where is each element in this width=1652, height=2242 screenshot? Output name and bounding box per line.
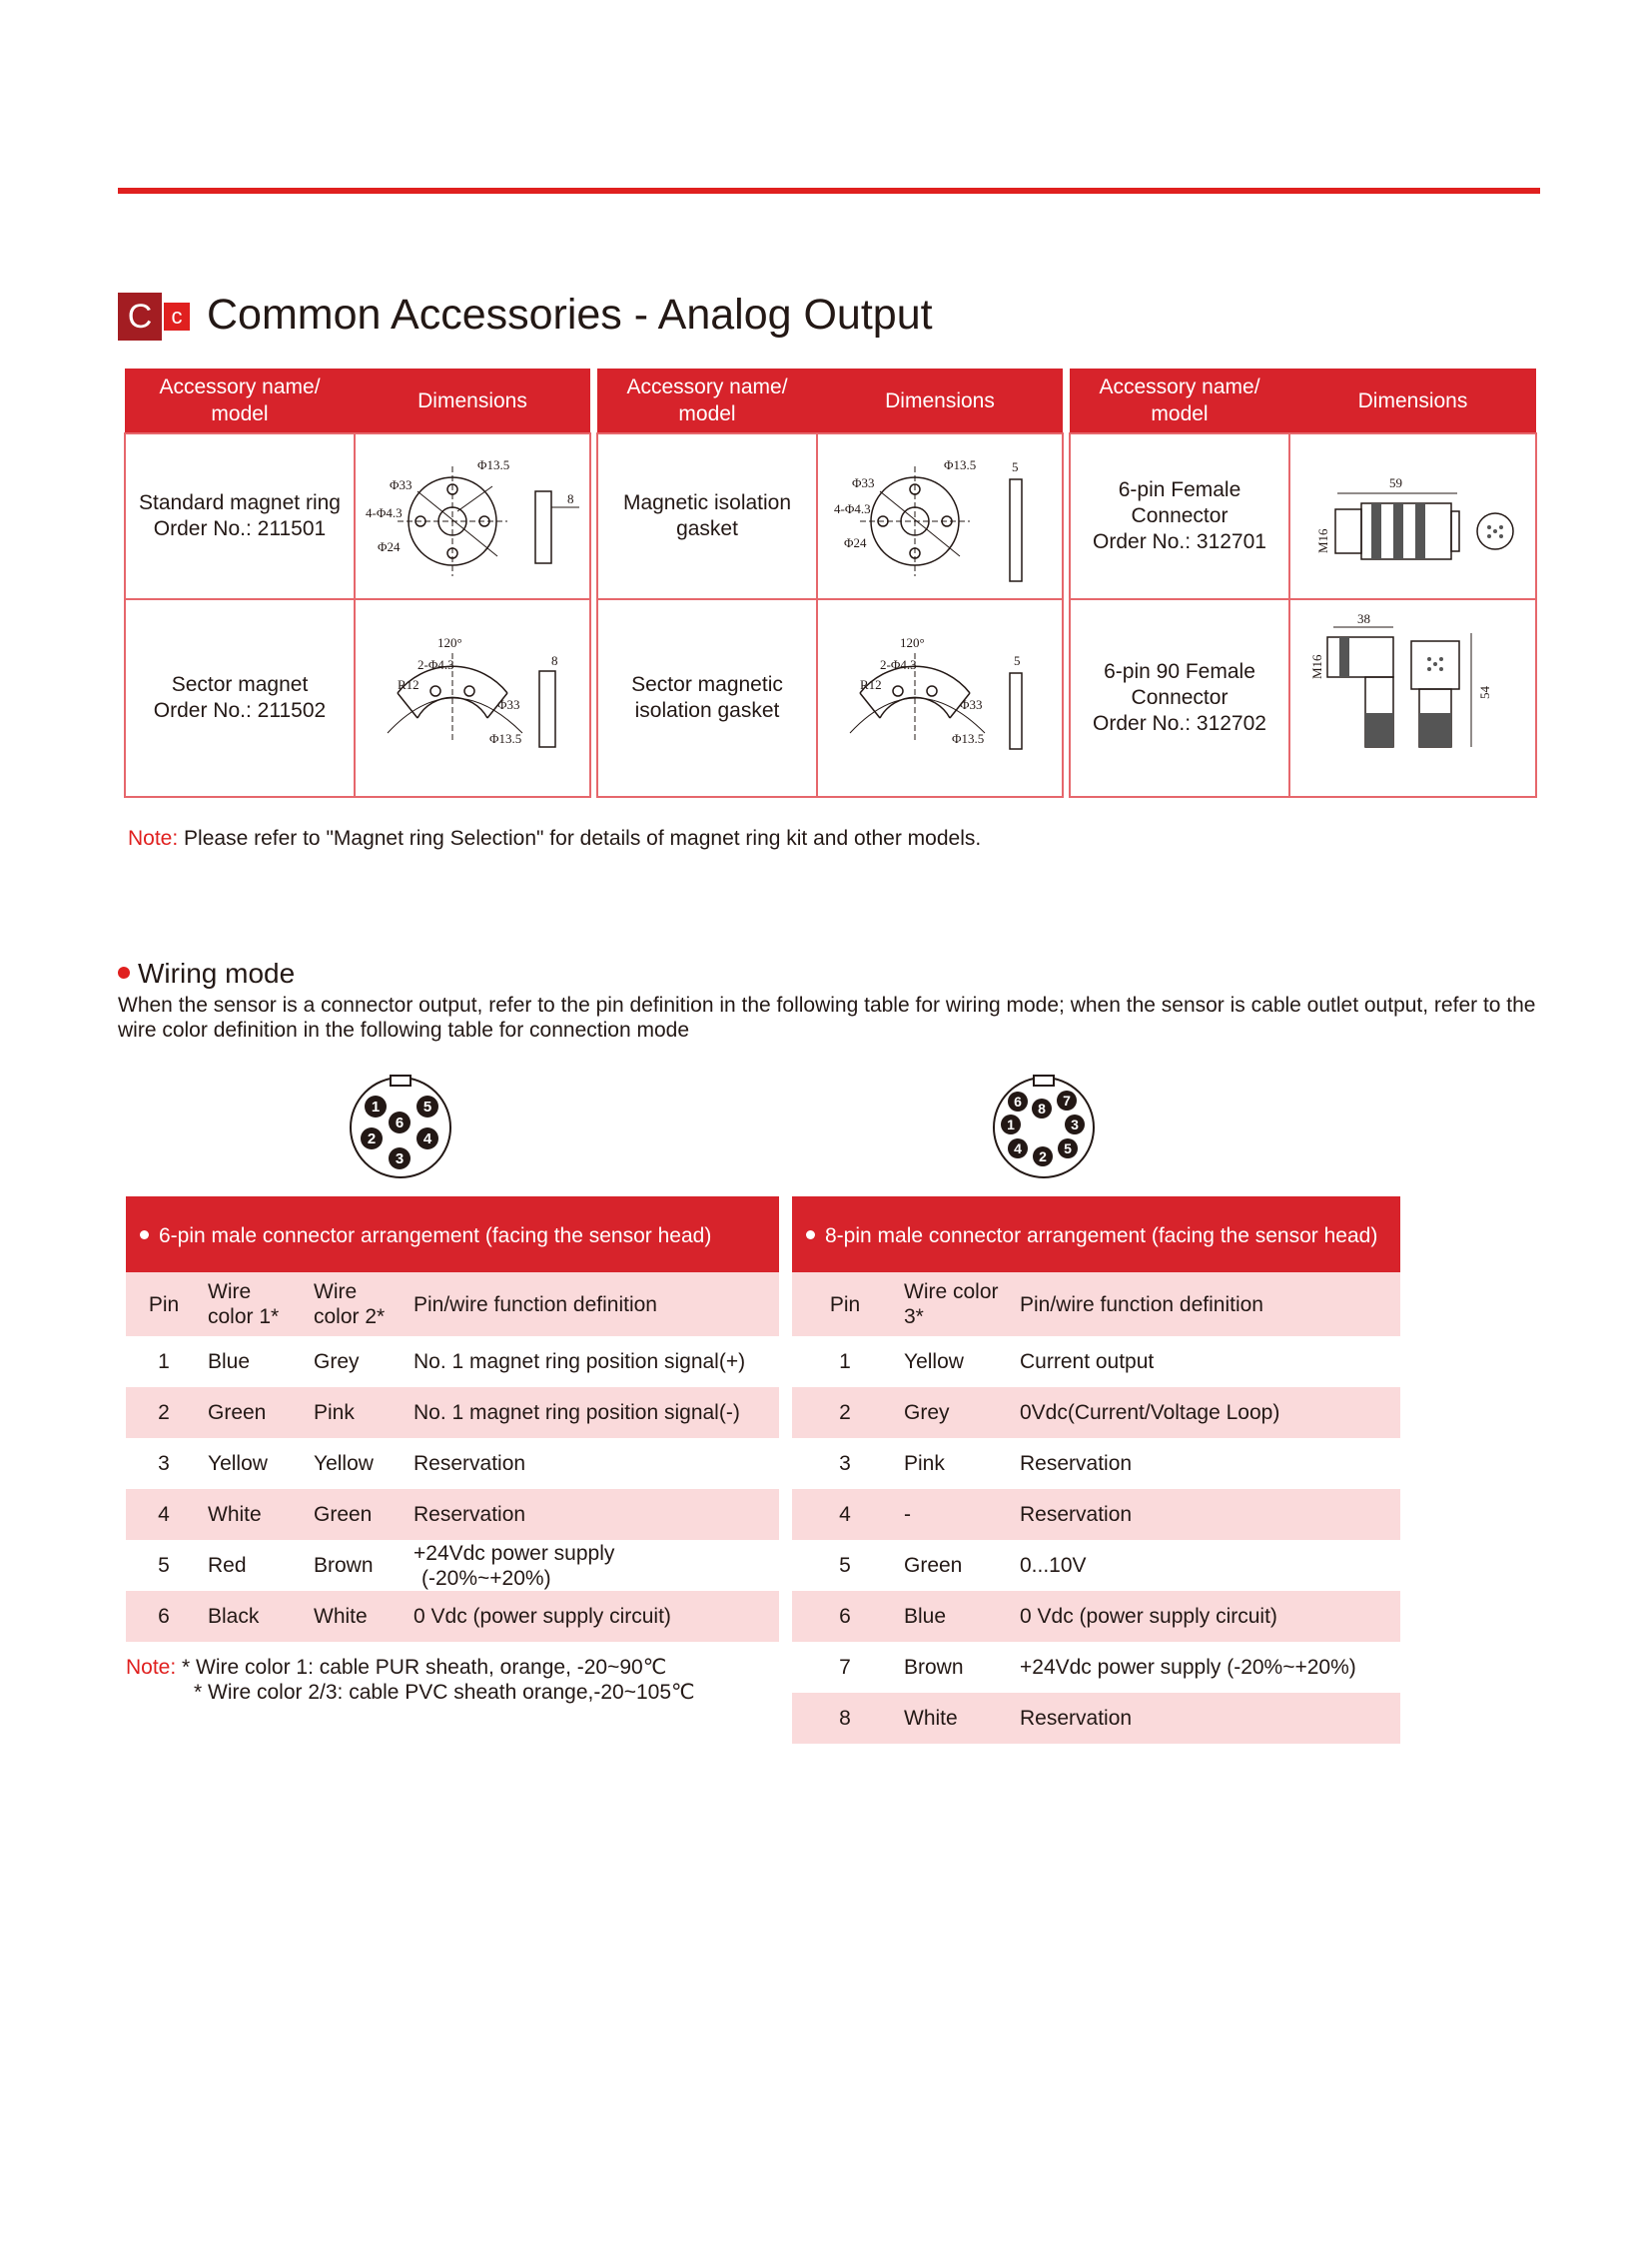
- label-2phi4-3: 2-Φ4.3: [417, 657, 454, 672]
- table-row: [126, 1438, 779, 1489]
- cell-def: +24Vdc power supply (-20%~+20%): [1020, 1656, 1356, 1679]
- logo-letter-2: c: [164, 303, 190, 331]
- bullet-icon: [806, 1230, 815, 1239]
- accessory-order: Order No.: 312702: [1093, 712, 1266, 735]
- cell-pin: 2: [126, 1387, 202, 1438]
- pin-number: 8: [1038, 1101, 1046, 1117]
- pin-number: 6: [395, 1115, 405, 1131]
- cell-pin: 1: [839, 1350, 851, 1373]
- accessory-table-3: [1069, 369, 1537, 798]
- label-thickness: 5: [1012, 459, 1019, 474]
- cell-pin: 1: [158, 1350, 170, 1373]
- cell-pin: 3: [839, 1452, 851, 1475]
- accessory-order: Order No.: 211501: [153, 517, 327, 540]
- table-row: [126, 1336, 779, 1387]
- cell-wire3: Yellow: [904, 1350, 964, 1373]
- dimension-cell: [817, 433, 1063, 599]
- label-r12: R12: [398, 677, 419, 692]
- accessory-name: 6-pin 90 Female: [1104, 660, 1255, 683]
- col-header-dimensions: Dimensions: [355, 369, 590, 433]
- label-angle: 120°: [900, 635, 925, 650]
- accessory-note: [128, 825, 981, 853]
- col-definition: Pin/wire function definition: [1014, 1272, 1400, 1336]
- magnet-ring-drawing: [358, 441, 587, 591]
- accessory-name-line2: Connector: [1131, 504, 1229, 527]
- label-width: 38: [1356, 613, 1370, 626]
- col-header-name: Accessory name/ model: [125, 369, 355, 433]
- six-pin-connector-diagram: [348, 1075, 453, 1180]
- cell-pin: 4: [126, 1489, 202, 1540]
- pin-number: 3: [1071, 1117, 1079, 1132]
- table-row: [792, 1693, 1400, 1744]
- pin-number: 3: [395, 1150, 405, 1167]
- cell-wire3: -: [898, 1489, 1014, 1540]
- note-text: Please refer to "Magnet ring Selection" for details of magnet ring kit and other models.: [178, 827, 982, 850]
- label-phi24: Φ24: [844, 535, 867, 550]
- table-row: [792, 1387, 1400, 1438]
- pin-number: 5: [1064, 1140, 1072, 1156]
- cell-def: 0 Vdc (power supply circuit): [408, 1591, 779, 1642]
- page-title: Common Accessories - Analog Output: [207, 291, 933, 339]
- accessory-cell: [597, 599, 817, 797]
- label-thread: M16: [1308, 654, 1324, 679]
- table-row: [126, 1591, 779, 1642]
- cell-pin: 7: [839, 1656, 851, 1679]
- bullet-icon: [140, 1230, 149, 1239]
- wiring-description: When the sensor is a connector output, refer to the pin definition in the following table for wiring mode; when the sensor is cable outlet output, refer to the wire color definition in the following table for connection mode: [118, 994, 1536, 1042]
- cell-def: Reservation: [1020, 1452, 1133, 1475]
- eight-pin-table: [792, 1196, 1400, 1744]
- label-2phi4-3: 2-Φ4.3: [880, 657, 917, 672]
- cell-pin: 6: [126, 1591, 202, 1642]
- accessory-cell: [125, 433, 355, 599]
- cell-wire1: Red: [208, 1554, 247, 1577]
- label-phi13-5: Φ13.5: [477, 457, 510, 472]
- cell-def-line2: (-20%~+20%): [421, 1566, 551, 1590]
- cell-pin: 5: [839, 1554, 851, 1577]
- note-line-1: * Wire color 1: cable PUR sheath, orange, -20~90℃: [182, 1656, 667, 1679]
- cell-wire1: Green: [202, 1387, 308, 1438]
- table-title: [792, 1196, 1400, 1272]
- col-definition: Pin/wire function definition: [408, 1272, 779, 1336]
- cell-def: 0 Vdc (power supply circuit): [1014, 1591, 1400, 1642]
- accessory-cell: [1070, 599, 1289, 797]
- col-pin: Pin: [792, 1272, 898, 1336]
- label-height: 54: [1476, 686, 1492, 699]
- col-wire-color-2: Wire color 2*: [308, 1272, 408, 1336]
- note-line-2: * Wire color 2/3: cable PVC sheath orange,-20~105℃: [194, 1681, 695, 1704]
- label-phi4-3: 4-Φ4.3: [366, 505, 403, 520]
- cell-wire1: White: [202, 1489, 308, 1540]
- accessory-cell: [125, 599, 355, 797]
- table-title-text: 8-pin male connector arrangement (facing the sensor head): [825, 1223, 1378, 1247]
- cell-def: No. 1 magnet ring position signal(+): [413, 1350, 746, 1373]
- dimension-cell: [817, 599, 1063, 797]
- accessory-table-1: [124, 369, 591, 798]
- cell-wire1: Blue: [208, 1350, 251, 1373]
- cell-pin: 5: [158, 1554, 170, 1577]
- accessory-name-line2: gasket: [676, 517, 738, 540]
- label-r12: R12: [860, 677, 882, 692]
- top-rule: [118, 188, 1540, 194]
- accessory-cell: [597, 433, 817, 599]
- sector-magnet-drawing: [358, 633, 587, 763]
- table-title-text: 6-pin male connector arrangement (facing the sensor head): [159, 1223, 712, 1247]
- six-pin-table: [126, 1196, 779, 1642]
- label-phi13-5: Φ13.5: [952, 731, 985, 746]
- cell-wire2: Yellow: [314, 1452, 374, 1475]
- label-phi13-5: Φ13.5: [944, 457, 977, 472]
- label-thickness: 8: [551, 653, 558, 668]
- pin-number: 1: [1007, 1117, 1015, 1132]
- cell-pin: 4: [792, 1489, 898, 1540]
- cell-wire2: Brown: [314, 1554, 374, 1577]
- cell-wire3: White: [898, 1693, 1014, 1744]
- eight-pin-connector-diagram: [991, 1075, 1097, 1180]
- table-row: [792, 1591, 1400, 1642]
- table-row: [126, 1540, 779, 1591]
- col-header-name: Accessory name/ model: [1070, 369, 1289, 433]
- cell-def-line1: +24Vdc power supply: [413, 1541, 615, 1565]
- pin-number: 2: [367, 1130, 377, 1147]
- label-phi33: Φ33: [390, 477, 413, 492]
- cell-wire3: Grey: [898, 1387, 1014, 1438]
- label-phi4-3: 4-Φ4.3: [834, 501, 871, 516]
- accessory-order: Order No.: 211502: [153, 699, 327, 722]
- cell-wire3: Blue: [898, 1591, 1014, 1642]
- table-row: [792, 1540, 1400, 1591]
- cell-pin: 6: [792, 1591, 898, 1642]
- cell-wire3: Pink: [904, 1452, 945, 1475]
- accessory-name: Magnetic isolation: [622, 491, 792, 514]
- table-row: [792, 1489, 1400, 1540]
- wire-color-note: [126, 1655, 695, 1705]
- section-logo: [118, 293, 190, 341]
- angled-connector-drawing: [1293, 613, 1533, 783]
- wiring-heading: [118, 956, 295, 992]
- label-thickness: 5: [1014, 653, 1021, 668]
- cell-wire3: Brown: [904, 1656, 964, 1679]
- logo-letter-1: C: [118, 293, 162, 341]
- table-title: [126, 1196, 779, 1272]
- bullet-icon: [118, 967, 130, 979]
- label-length: 59: [1388, 475, 1402, 490]
- cell-wire1: Black: [202, 1591, 308, 1642]
- cell-wire1: Yellow: [208, 1452, 268, 1475]
- dimension-cell: [1289, 433, 1536, 599]
- accessory-table-2: [596, 369, 1064, 798]
- cell-wire2: White: [308, 1591, 408, 1642]
- sector-gasket-drawing: [820, 633, 1060, 763]
- cell-pin: 2: [792, 1387, 898, 1438]
- cell-def: Reservation: [413, 1452, 526, 1475]
- pin-number: 6: [1014, 1094, 1022, 1110]
- dimension-cell: [1289, 599, 1536, 797]
- pin-number: 4: [422, 1130, 432, 1147]
- cell-wire2: Green: [308, 1489, 408, 1540]
- accessory-name: Sector magnet: [171, 673, 309, 696]
- label-phi24: Φ24: [378, 539, 401, 554]
- accessory-cell: [1070, 433, 1289, 599]
- col-pin: Pin: [126, 1272, 202, 1336]
- col-wire-color-3: Wire color 3*: [898, 1272, 1014, 1336]
- table-row: [126, 1489, 779, 1540]
- accessory-name: Standard magnet ring: [139, 491, 341, 514]
- col-header-dimensions: Dimensions: [1289, 369, 1536, 433]
- cell-def: Current output: [1020, 1350, 1155, 1373]
- col-header-dimensions: Dimensions: [817, 369, 1063, 433]
- cell-def: [408, 1540, 779, 1591]
- pin-number: 1: [371, 1099, 381, 1116]
- pin-number: 2: [1039, 1148, 1047, 1164]
- cell-def: Reservation: [1014, 1693, 1400, 1744]
- cell-def: Reservation: [1014, 1489, 1400, 1540]
- col-header-name: Accessory name/ model: [597, 369, 817, 433]
- label-phi33: Φ33: [497, 697, 520, 712]
- isolation-gasket-drawing: [820, 441, 1060, 591]
- accessory-name-line2: Connector: [1131, 686, 1229, 709]
- pin-number: 7: [1063, 1093, 1071, 1109]
- dimension-cell: [355, 599, 590, 797]
- label-phi13-5: Φ13.5: [489, 731, 522, 746]
- cell-wire2: Pink: [308, 1387, 408, 1438]
- label-angle: 120°: [437, 635, 462, 650]
- label-thread: M16: [1314, 528, 1330, 553]
- cell-wire3: Green: [904, 1554, 963, 1577]
- cell-pin: 8: [792, 1693, 898, 1744]
- table-row: [792, 1336, 1400, 1387]
- pin-number: 4: [1014, 1140, 1022, 1156]
- label-thickness: 8: [567, 491, 574, 506]
- label-phi33: Φ33: [852, 475, 875, 490]
- accessory-order: Order No.: 312701: [1093, 530, 1266, 553]
- table-row: [792, 1642, 1400, 1693]
- table-row: [792, 1438, 1400, 1489]
- note-label: Note:: [126, 1656, 177, 1679]
- note-label: Note:: [128, 827, 179, 850]
- accessory-name: 6-pin Female: [1118, 478, 1241, 501]
- female-connector-drawing: [1293, 441, 1533, 591]
- cell-wire2: Grey: [314, 1350, 360, 1373]
- accessory-name-line2: isolation gasket: [634, 699, 780, 722]
- cell-def: 0...10V: [1020, 1554, 1087, 1577]
- cell-pin: 3: [158, 1452, 170, 1475]
- pin-number: 5: [422, 1099, 432, 1116]
- label-phi33: Φ33: [960, 697, 983, 712]
- cell-def: Reservation: [408, 1489, 779, 1540]
- cell-def: No. 1 magnet ring position signal(-): [408, 1387, 779, 1438]
- col-wire-color-1: Wire color 1*: [202, 1272, 308, 1336]
- wiring-title: Wiring mode: [138, 958, 296, 989]
- dimension-cell: [355, 433, 590, 599]
- table-row: [126, 1387, 779, 1438]
- accessory-name: Sector magnetic: [631, 673, 783, 696]
- cell-def: 0Vdc(Current/Voltage Loop): [1014, 1387, 1400, 1438]
